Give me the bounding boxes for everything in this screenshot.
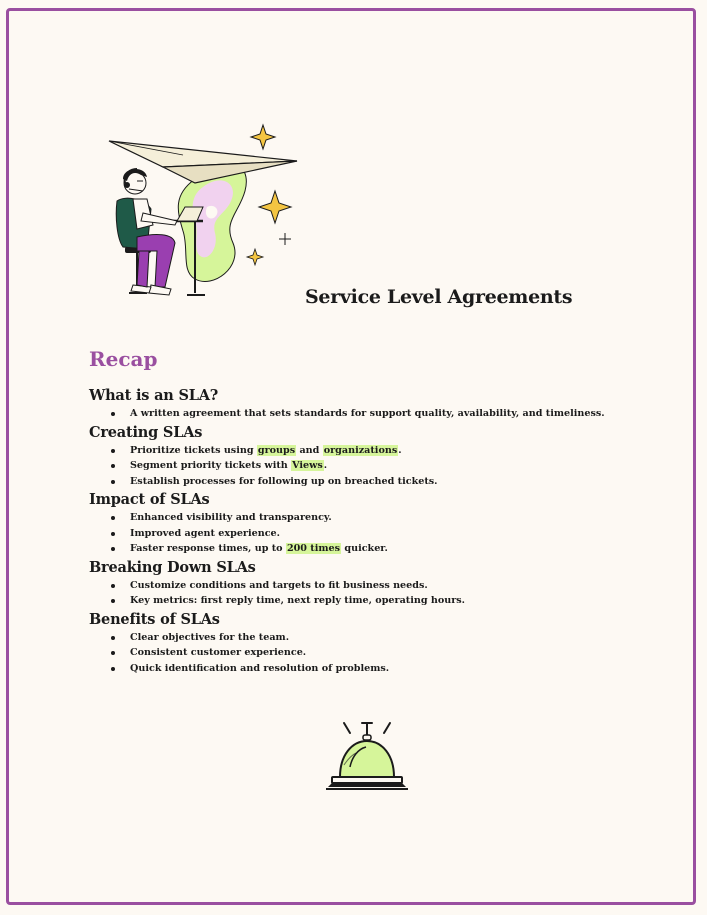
bullet-list xyxy=(89,443,649,490)
section-heading: What is an SLA? xyxy=(89,387,219,404)
list-item xyxy=(130,510,649,526)
list-item-text: Customize conditions and targets to fit business needs. xyxy=(130,579,428,591)
section-heading: Breaking Down SLAs xyxy=(89,558,256,576)
list-item xyxy=(130,661,649,677)
document-title: Service Level Agreements xyxy=(305,286,573,308)
list-item-text: Enhanced visibility and transparency. xyxy=(130,512,332,523)
bullet-list xyxy=(89,406,649,422)
list-item xyxy=(130,593,649,609)
list-item xyxy=(130,541,649,557)
list-item xyxy=(130,443,649,459)
list-item xyxy=(130,458,649,474)
list-item-text: Consistent customer experience. xyxy=(130,647,307,658)
list-item xyxy=(130,578,649,594)
list-item-text: Segment priority tickets with xyxy=(130,460,292,471)
highlighted-term: organizations xyxy=(323,444,398,456)
list-item-text: Establish processes for following up on breached tickets. xyxy=(130,475,438,487)
list-item-text: quicker. xyxy=(341,543,388,554)
recap-sections xyxy=(89,386,649,677)
highlighted-term: Views xyxy=(292,460,323,471)
section-heading: Impact of SLAs xyxy=(89,491,210,508)
bullet-list xyxy=(89,630,649,677)
service-bell-icon xyxy=(322,719,412,795)
recap-heading: Recap xyxy=(89,347,158,371)
list-item xyxy=(130,406,649,422)
highlighted-term: groups xyxy=(257,444,296,456)
list-item-text: Improved agent experience. xyxy=(130,527,281,539)
list-item-text: Key metrics: first reply time, next reply time, operating hours. xyxy=(130,595,466,606)
recap-section xyxy=(89,558,649,609)
recap-section xyxy=(89,386,649,422)
list-item-text: A written agreement that sets standards for support quality, availability, and timeliness. xyxy=(130,408,605,419)
document-page xyxy=(6,8,696,905)
recap-section xyxy=(89,610,649,677)
list-item xyxy=(130,474,649,490)
list-item-text: Prioritize tickets using xyxy=(130,444,257,456)
section-heading: Benefits of SLAs xyxy=(89,610,220,628)
list-item xyxy=(130,630,649,646)
bullet-list xyxy=(89,510,649,557)
list-item xyxy=(130,526,649,542)
list-item-text: Quick identification and resolution of problems. xyxy=(130,662,390,674)
section-heading: Creating SLAs xyxy=(89,423,203,441)
bullet-list xyxy=(89,578,649,609)
recap-section xyxy=(89,423,649,490)
recap-section xyxy=(89,490,649,557)
list-item-text: . xyxy=(398,444,402,456)
list-item-text: . xyxy=(323,460,328,471)
list-item-text: Faster response times, up to xyxy=(130,543,286,554)
agent-illustration-icon xyxy=(103,121,303,301)
list-item xyxy=(130,645,649,661)
list-item-text: Clear objectives for the team. xyxy=(130,631,290,643)
list-item-text: and xyxy=(296,444,323,456)
highlighted-term: 200 times xyxy=(286,543,341,554)
